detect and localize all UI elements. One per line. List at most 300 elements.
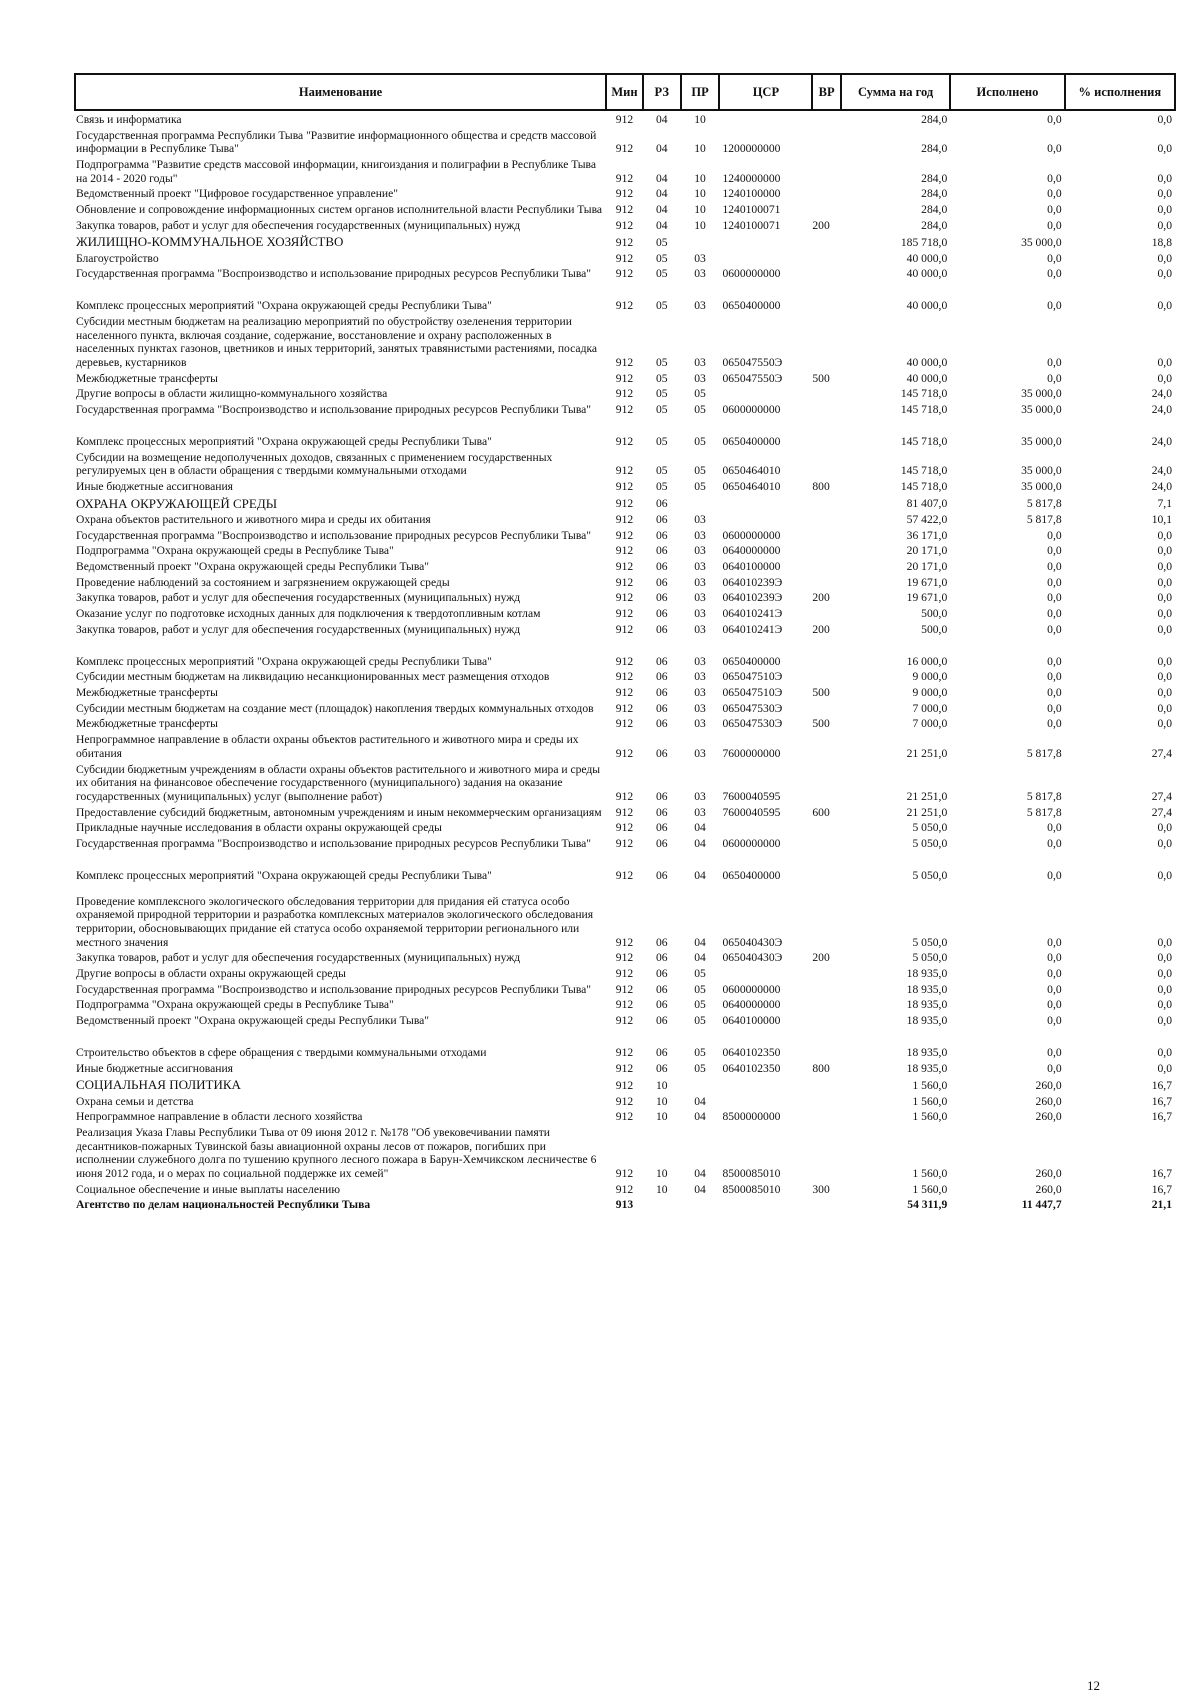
row-pct: 24,0 [1151,387,1172,401]
table-header [75,74,1175,110]
row-csr [719,1075,812,1092]
row-name: Реализация Указа Главы Республики Тыва от 09 июня 2012 г. №178 "Об увековечивании памяти десантников-пожарных Тувинской базы авиационной охраны лесов от пожаров, погибших при исполнении служебного долга по тушению крупного лесного пожара в Барун-Хемчикском лесничестве 6 июня 2012 года, и о мерах по социальной поддержке их семей" [76,1125,597,1180]
row-pct: 27,4 [1151,746,1172,760]
row-pct: 0,0 [1157,935,1172,949]
row-done: 0,0 [1047,560,1062,574]
table-row [75,819,1175,835]
row-done: 0,0 [1047,218,1062,232]
row-sum: 145 718,0 [900,387,948,401]
row-pct: 18,8 [1151,236,1172,250]
row-rz: 05 [655,464,668,478]
row-done: 35 000,0 [1021,435,1062,449]
row-done: 260,0 [1035,1094,1062,1108]
row-done: 0,0 [1047,1061,1062,1075]
row-name: Социальное обеспечение и иные выплаты населению [76,1182,341,1196]
row-rz: 06 [655,951,668,965]
row-csr: 1240100071 [722,218,781,232]
row-name: Государственная программа "Воспроизводство и использование природных ресурсов Республики Тыва" [76,267,592,281]
table-row [75,156,1175,185]
row-sum: 40 000,0 [906,371,948,385]
row-sum: 7 000,0 [912,717,948,731]
row-csr: 0640100000 [722,560,781,574]
row-rz: 06 [655,544,668,558]
row-done: 35 000,0 [1021,464,1062,478]
row-pr: 03 [694,267,706,281]
table-body [75,110,1175,1212]
row-pct: 0,0 [1157,267,1172,281]
row-name: Субсидии на возмещение недополученных доходов, связанных с применением государственных регулируемых цен в области обращения с твердыми коммунальными отходами [76,450,553,478]
row-sum: 18 935,0 [906,966,948,980]
row-min: 912 [615,966,634,980]
row-sum: 19 671,0 [906,591,948,605]
row-min: 913 [615,1198,634,1212]
row-vr [812,981,841,997]
row-pr: 03 [694,607,706,621]
row-vr [812,281,841,313]
row-min: 912 [615,821,634,835]
row-done: 35 000,0 [1021,387,1062,401]
row-pct: 0,0 [1157,607,1172,621]
row-min: 912 [615,686,634,700]
row-pr: 04 [694,1094,706,1108]
row-name: Закупка товаров, работ и услуг для обеспечения государственных (муниципальных) нужд [76,218,521,232]
row-pct: 0,0 [1157,171,1172,185]
row-rz: 05 [655,387,668,401]
row-done: 0,0 [1047,251,1062,265]
row-name: Агентство по делам национальностей Республики Тыва [76,1198,371,1212]
row-done: 0,0 [1047,701,1062,715]
row-csr: 0650400000 [722,435,781,449]
row-sum: 40 000,0 [906,356,948,370]
row-pr: 05 [694,966,706,980]
row-min: 912 [615,1013,634,1027]
row-name: Государственная программа "Воспроизводство и использование природных ресурсов Республики Тыва" [76,836,592,850]
table-row [75,1124,1175,1181]
row-vr [812,417,841,449]
row-pr: 03 [694,701,706,715]
page-number: 12 [1087,1678,1100,1693]
row-csr: 0640100000 [722,1013,781,1027]
header-name: Наименование [75,74,606,110]
table-row [75,684,1175,700]
row-vr: 200 [812,218,830,232]
row-sum: 20 171,0 [906,560,948,574]
header-done: Исполнено [950,74,1064,110]
table-row [75,110,1175,127]
row-pct: 0,0 [1157,686,1172,700]
row-sum: 9 000,0 [912,686,948,700]
row-rz: 05 [655,356,668,370]
row-vr: 200 [812,622,830,636]
row-name: Ведомственный проект "Цифровое государственное управление" [76,187,399,201]
row-csr [719,1196,812,1212]
row-rz: 04 [655,203,668,217]
row-vr [812,250,841,266]
row-sum: 40 000,0 [906,267,948,281]
row-rz: 10 [655,1166,668,1180]
table-row [75,1060,1175,1076]
row-pct: 0,0 [1157,966,1172,980]
table-row [75,621,1175,637]
row-min: 912 [615,1110,634,1124]
row-pct: 0,0 [1157,1061,1172,1075]
row-vr [812,542,841,558]
row-done: 5 817,8 [1026,805,1062,819]
row-name: Другие вопросы в области охраны окружающей среды [76,966,346,980]
row-done: 0,0 [1047,998,1062,1012]
row-rz: 06 [655,607,668,621]
table-row [75,542,1175,558]
row-done: 0,0 [1047,982,1062,996]
row-name: Непрограммное направление в области охраны объектов растительного и животного мира и среды их обитания [76,733,579,760]
row-min: 912 [615,544,634,558]
row-csr [719,819,812,835]
row-sum: 21 251,0 [906,746,948,760]
row-rz: 06 [655,1061,668,1075]
row-name: Прикладные научные исследования в области охраны окружающей среды [76,821,442,835]
row-pct: 0,0 [1157,1013,1172,1027]
row-name: СОЦИАЛЬНАЯ ПОЛИТИКА [76,1077,241,1093]
row-name: ЖИЛИЩНО-КОММУНАЛЬНОЕ ХОЗЯЙСТВО [76,234,344,250]
row-sum: 145 718,0 [900,464,948,478]
row-vr [812,668,841,684]
row-done: 0,0 [1047,356,1062,370]
table-row [75,185,1175,201]
row-min: 912 [615,717,634,731]
table-row [75,1012,1175,1028]
row-min: 912 [615,113,634,126]
row-rz: 06 [655,686,668,700]
row-pct: 24,0 [1151,435,1172,449]
row-pr: 05 [694,998,706,1012]
row-vr [812,1108,841,1124]
row-sum: 18 935,0 [906,998,948,1012]
row-name: Подпрограмма "Охрана окружающей среды в Республике Тыва" [76,998,394,1012]
row-csr [719,494,812,511]
row-min: 912 [615,805,634,819]
row-pct: 0,0 [1157,142,1172,156]
row-csr [719,965,812,981]
row-pr: 10 [694,187,706,201]
row-pct: 0,0 [1157,591,1172,605]
row-rz: 05 [655,403,668,417]
row-pr: 10 [694,142,706,156]
row-rz: 10 [655,1182,668,1196]
row-pct: 16,7 [1151,1078,1172,1092]
row-sum: 9 000,0 [912,670,948,684]
row-pr: 04 [694,836,706,850]
row-pr: 04 [694,1166,706,1180]
row-min: 912 [615,464,634,478]
row-vr [812,110,841,127]
row-sum: 284,0 [921,142,948,156]
row-csr: 065047530Э [722,701,783,715]
header-csr: ЦСР [719,74,812,110]
row-name: Субсидии бюджетным учреждениям в области охраны объектов растительного и животного мира и среды их обитания на финансовое обеспечение государственного (муниципального) задания на оказание государственных (муниципальных) услуг (выполнение работ) [76,762,601,803]
row-pr: 03 [694,575,706,589]
row-pr: 03 [694,513,706,527]
row-csr: 0650464010 [722,464,781,478]
row-done: 0,0 [1047,171,1062,185]
table-row [75,385,1175,401]
row-vr: 200 [812,591,830,605]
row-vr: 600 [812,805,830,819]
row-sum: 18 935,0 [906,1013,948,1027]
row-min: 912 [615,497,634,511]
table-row [75,965,1175,981]
row-vr [812,636,841,668]
table-row [75,1196,1175,1212]
row-min: 912 [615,513,634,527]
row-rz: 06 [655,497,668,511]
row-csr: 0650400000 [722,654,781,668]
row-csr [719,250,812,266]
table-row [75,835,1175,851]
table-row [75,949,1175,965]
row-rz: 06 [655,622,668,636]
row-pr: 04 [694,821,706,835]
row-sum: 185 718,0 [900,236,948,250]
header-rz: РЗ [643,74,681,110]
row-pct: 27,4 [1151,805,1172,819]
row-sum: 5 050,0 [912,935,948,949]
row-min: 912 [615,1094,634,1108]
table-row [75,636,1175,668]
row-csr: 7600040595 [722,805,781,819]
row-csr: 0650400000 [722,299,781,313]
row-sum: 1 560,0 [912,1094,948,1108]
row-csr: 065040430Э [722,935,783,949]
row-rz: 06 [655,966,668,980]
table-row [75,250,1175,266]
row-vr [812,996,841,1012]
row-sum: 145 718,0 [900,403,948,417]
row-csr: 8500000000 [722,1110,781,1124]
row-pct: 0,0 [1157,622,1172,636]
table-row [75,494,1175,511]
row-pct: 0,0 [1157,868,1172,882]
row-name: Субсидии местным бюджетам на ликвидацию несанкционированных мест размещения отходов [76,670,550,684]
row-pr: 03 [694,789,706,803]
table-row [75,527,1175,543]
row-pr: 10 [694,113,706,126]
row-min: 912 [615,951,634,965]
row-pct: 16,7 [1151,1182,1172,1196]
row-rz: 06 [655,560,668,574]
row-pr: 05 [694,435,706,449]
header-min: Мин [606,74,643,110]
row-rz: 06 [655,998,668,1012]
row-name: Закупка товаров, работ и услуг для обеспечения государственных (муниципальных) нужд [76,622,521,636]
row-done: 5 817,8 [1026,789,1062,803]
row-pct: 24,0 [1151,480,1172,494]
row-done: 5 817,8 [1026,497,1062,511]
row-min: 912 [615,299,634,313]
row-sum: 500,0 [921,622,948,636]
row-min: 912 [615,403,634,417]
row-min: 912 [615,528,634,542]
row-vr [812,605,841,621]
row-name: Государственная программа "Воспроизводство и использование природных ресурсов Республики Тыва" [76,403,592,417]
row-pr: 03 [694,299,706,313]
row-pr: 05 [694,387,706,401]
row-vr [812,185,841,201]
row-sum: 19 671,0 [906,575,948,589]
row-rz: 06 [655,513,668,527]
row-name: Ведомственный проект "Охрана окружающей среды Республики Тыва" [76,560,430,574]
row-csr [719,110,812,127]
row-done: 0,0 [1047,966,1062,980]
table-row [75,1075,1175,1092]
table-row [75,1028,1175,1060]
row-done: 0,0 [1047,591,1062,605]
table-row [75,511,1175,527]
table-row [75,232,1175,249]
row-pct: 0,0 [1157,113,1172,126]
row-done: 5 817,8 [1026,746,1062,760]
table-row [75,265,1175,281]
row-sum: 18 935,0 [906,1045,948,1059]
row-done: 0,0 [1047,544,1062,558]
row-vr: 500 [812,371,830,385]
table-row [75,313,1175,370]
row-done: 0,0 [1047,836,1062,850]
row-vr [812,1075,841,1092]
row-csr: 1200000000 [722,142,781,156]
row-done: 0,0 [1047,717,1062,731]
table-row [75,201,1175,217]
row-name: Комплекс процессных мероприятий "Охрана окружающей среды Республики Тыва" [76,868,492,882]
row-vr [812,965,841,981]
row-pct: 24,0 [1151,464,1172,478]
header-sum: Сумма на год [841,74,950,110]
row-rz: 06 [655,701,668,715]
row-done: 0,0 [1047,654,1062,668]
row-rz: 05 [655,267,668,281]
row-sum: 1 560,0 [912,1110,948,1124]
row-csr [719,1093,812,1109]
row-name: Подпрограмма "Развитие средств массовой информации, книгоиздания и полиграфии в Республике Тыва на 2014 - 2020 годы" [76,158,596,185]
row-pct: 16,7 [1151,1166,1172,1180]
row-done: 260,0 [1035,1110,1062,1124]
row-min: 912 [615,203,634,217]
row-min: 912 [615,701,634,715]
row-csr: 8500085010 [722,1182,781,1196]
row-sum: 1 560,0 [912,1182,948,1196]
row-rz: 10 [655,1094,668,1108]
row-vr [812,527,841,543]
header-row [75,74,1175,110]
table-row [75,417,1175,449]
row-vr [812,558,841,574]
row-sum: 145 718,0 [900,480,948,494]
row-min: 912 [615,236,634,250]
row-sum: 81 407,0 [906,497,948,511]
row-rz: 06 [655,805,668,819]
row-vr [812,700,841,716]
table-row [75,589,1175,605]
row-name: Иные бюджетные ассигнования [76,480,233,494]
row-done: 260,0 [1035,1166,1062,1180]
row-done: 0,0 [1047,267,1062,281]
row-min: 912 [615,654,634,668]
row-name: Иные бюджетные ассигнования [76,1061,233,1075]
row-rz: 06 [655,1045,668,1059]
row-rz: 04 [655,171,668,185]
row-pct: 0,0 [1157,982,1172,996]
row-rz: 06 [655,717,668,731]
row-done: 0,0 [1047,1013,1062,1027]
row-vr [812,232,841,249]
row-sum: 16 000,0 [906,654,948,668]
row-pr: 03 [694,356,706,370]
row-pr: 04 [694,1182,706,1196]
row-pr: 03 [694,686,706,700]
row-rz: 06 [655,982,668,996]
row-sum: 500,0 [921,607,948,621]
row-vr [812,851,841,883]
row-vr [812,313,841,370]
row-pr: 04 [694,1110,706,1124]
row-pr: 05 [694,1045,706,1059]
row-sum: 36 171,0 [906,528,948,542]
row-name: Охрана объектов растительного и животного мира и среды их обитания [76,513,431,527]
row-min: 912 [615,371,634,385]
table-row [75,700,1175,716]
row-csr: 064010241Э [722,607,783,621]
row-vr [812,1012,841,1028]
row-vr: 200 [812,951,830,965]
row-min: 912 [615,1061,634,1075]
table-row [75,605,1175,621]
row-pr: 10 [694,171,706,185]
row-rz: 10 [655,1078,668,1092]
row-pct: 7,1 [1157,497,1172,511]
row-pr: 05 [694,480,706,494]
row-sum: 21 251,0 [906,789,948,803]
row-csr: 065047510Э [722,670,783,684]
table-row [75,574,1175,590]
row-pct: 0,0 [1157,575,1172,589]
row-vr: 800 [812,1061,830,1075]
row-vr: 800 [812,480,830,494]
row-vr [812,401,841,417]
row-csr: 0650464010 [722,480,781,494]
row-csr: 8500085010 [722,1166,781,1180]
row-vr [812,883,841,950]
row-rz: 06 [655,821,668,835]
row-sum: 284,0 [921,218,948,232]
row-min: 912 [615,218,634,232]
row-pr: 03 [694,746,706,760]
row-min: 912 [615,746,634,760]
row-sum: 21 251,0 [906,805,948,819]
row-pct: 10,1 [1151,513,1172,527]
row-done: 5 817,8 [1026,513,1062,527]
row-vr: 300 [812,1182,830,1196]
table-row [75,715,1175,731]
table-row [75,804,1175,820]
row-pct: 0,0 [1157,251,1172,265]
row-csr: 1240100000 [722,187,781,201]
row-sum: 1 560,0 [912,1078,948,1092]
row-csr: 065047530Э [722,717,783,731]
row-vr [812,201,841,217]
table-row [75,668,1175,684]
row-pr: 05 [694,982,706,996]
table-row [75,851,1175,883]
row-name: Связь и информатика [76,113,182,126]
